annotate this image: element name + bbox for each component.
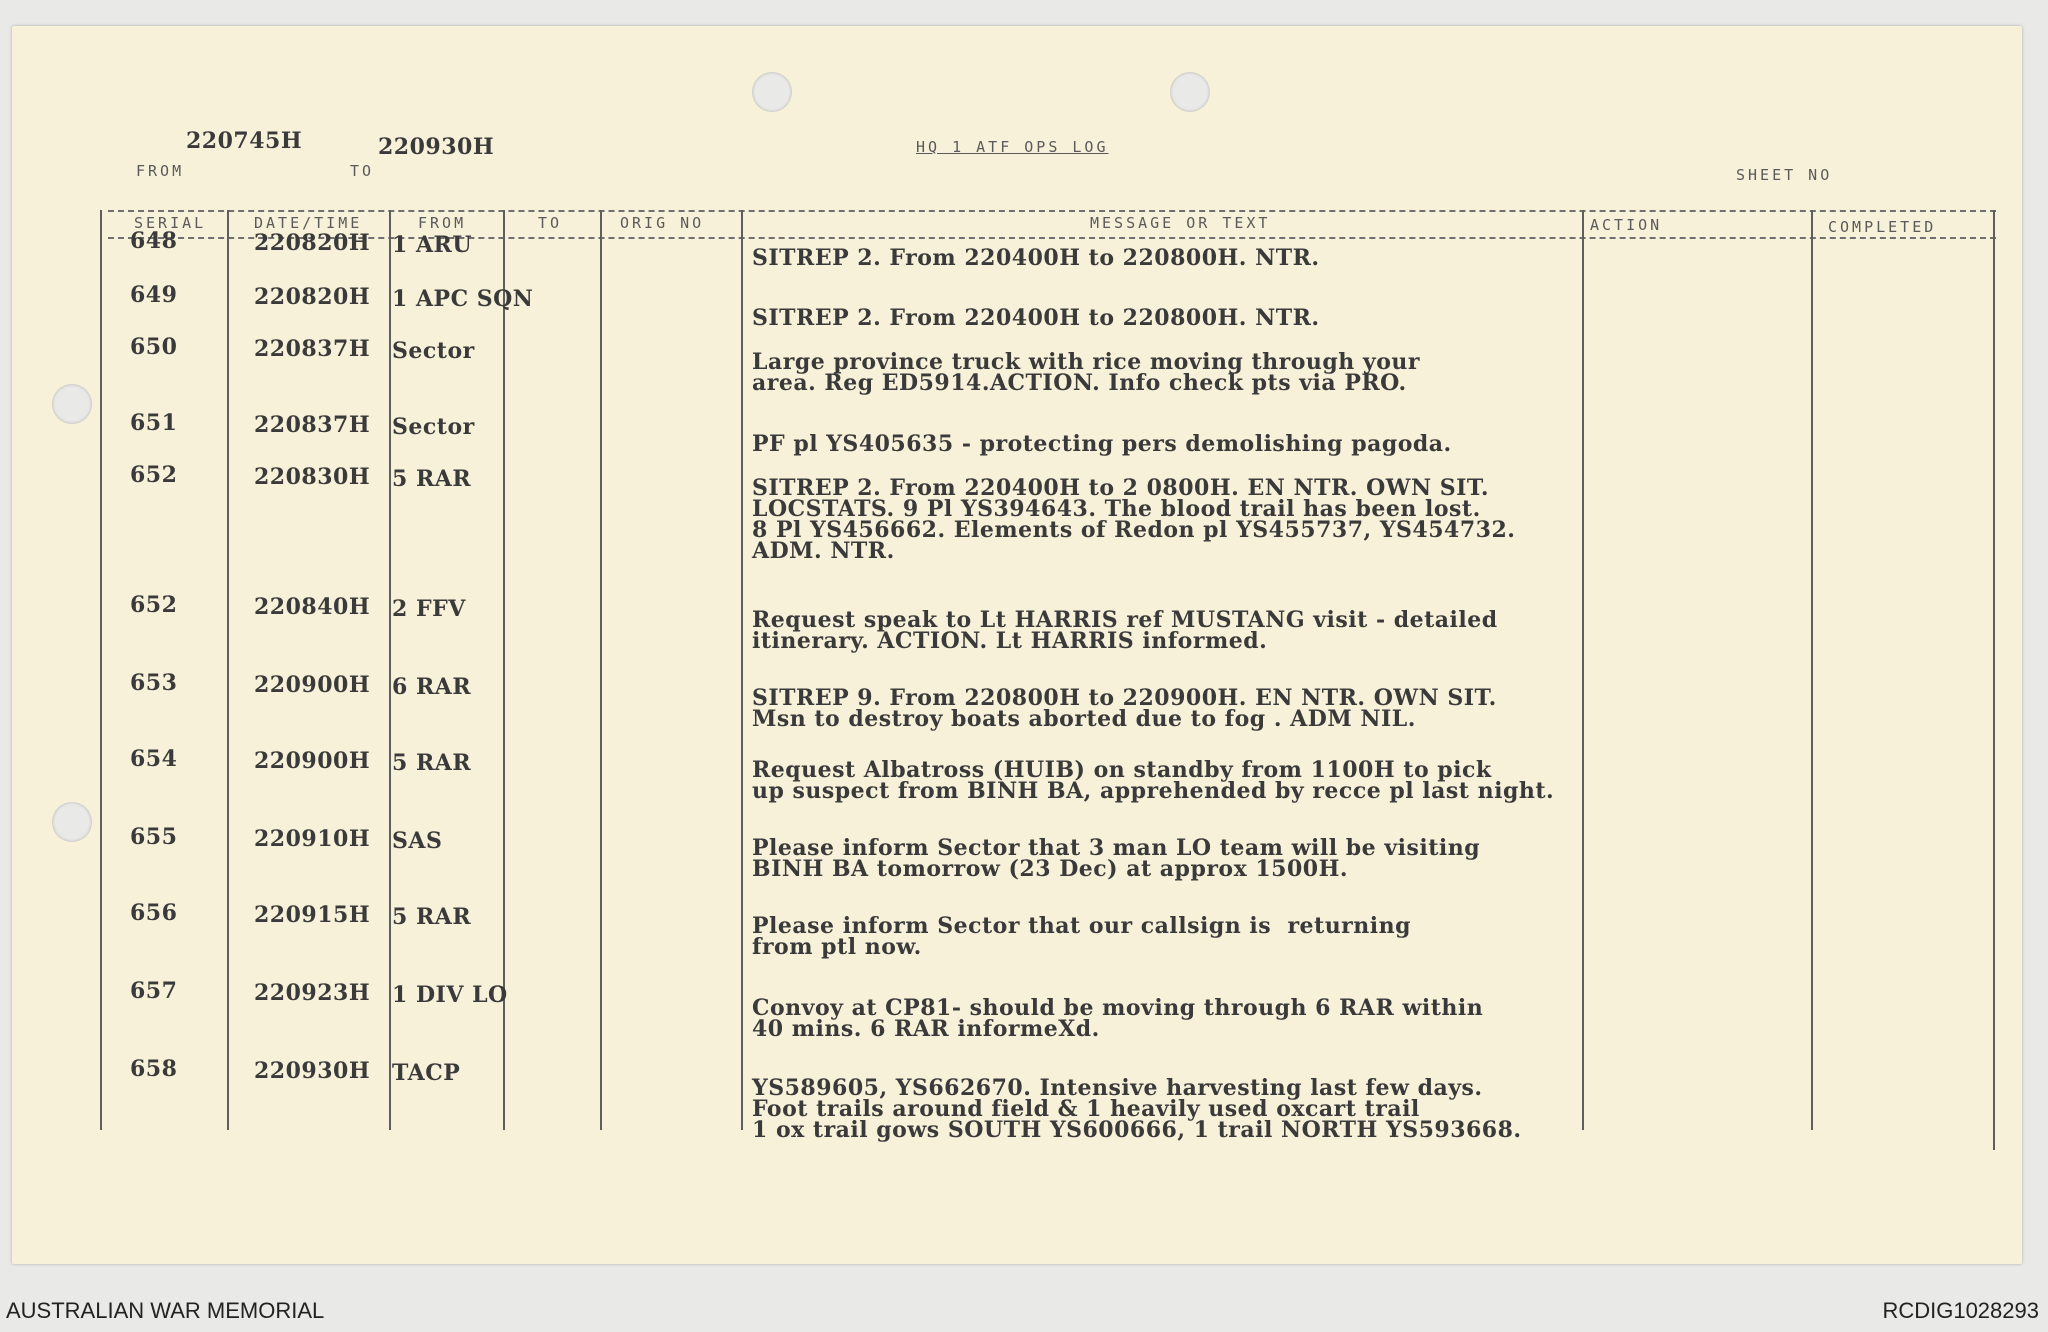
archive-credit: AUSTRALIAN WAR MEMORIAL (6, 1298, 325, 1323)
message-line: Please inform Sector that our callsign is returning (752, 913, 1412, 939)
sheet-number-label: SHEET NO (1736, 166, 1833, 184)
datetime-cell: 220900H (254, 748, 371, 774)
message-line: Request speak to Lt HARRIS ref MUSTANG visit - detailed (752, 607, 1498, 633)
column-header-serial: SERIAL (134, 214, 207, 232)
message-line: LOCSTATS. 9 Pl YS394643. The blood trail has been lost. (752, 496, 1481, 522)
message-line: Please inform Sector that 3 man LO team will be visiting (752, 835, 1481, 861)
datetime-cell: 220837H (254, 336, 371, 362)
from-cell: 1 DIV LO (392, 982, 508, 1008)
column-divider (1993, 210, 1995, 1150)
column-header-message: MESSAGE OR TEXT (1090, 214, 1271, 232)
message-line: ADM. NTR. (752, 538, 895, 564)
message-line: up suspect from BINH BA, apprehended by recce pl last night. (752, 778, 1555, 804)
from-value: 220745H (186, 128, 303, 154)
datetime-cell: 220923H (254, 980, 371, 1006)
column-header-action: ACTION (1590, 216, 1663, 234)
message-line: Request Albatross (HUIB) on standby from 1100H to pick (752, 757, 1492, 783)
punch-hole (1170, 72, 1210, 112)
message-line: Large province truck with rice moving through your (752, 349, 1420, 375)
from-cell: 1 APC SQN (392, 286, 534, 312)
from-cell: TACP (392, 1060, 461, 1086)
from-cell: SAS (392, 828, 443, 854)
serial-cell: 651 (130, 410, 178, 436)
serial-cell: 650 (130, 334, 178, 360)
datetime-cell: 220840H (254, 594, 371, 620)
column-divider (600, 210, 602, 1130)
column-header-completed: COMPLETED (1828, 218, 1937, 236)
message-line: Foot trails around field & 1 heavily used oxcart trail (752, 1096, 1420, 1122)
message-line: SITREP 2. From 220400H to 2 0800H. EN NTR. OWN SIT. (752, 475, 1490, 501)
message-line: 1 ox trail gows SOUTH YS600666, 1 trail NORTH YS593668. (752, 1117, 1522, 1143)
datetime-cell: 220930H (254, 1058, 371, 1084)
column-divider (389, 210, 391, 1130)
datetime-cell: 220910H (254, 826, 371, 852)
punch-hole (52, 384, 92, 424)
serial-cell: 652 (130, 592, 178, 618)
column-header-from: FROM (418, 214, 467, 232)
from-cell: 1 ARU (392, 232, 473, 258)
from-label: FROM (136, 162, 185, 180)
datetime-cell: 220837H (254, 412, 371, 438)
from-cell: 5 RAR (392, 904, 472, 930)
serial-cell: 648 (130, 228, 178, 254)
message-line: SITREP 2. From 220400H to 220800H. NTR. (752, 305, 1320, 331)
serial-cell: 658 (130, 1056, 178, 1082)
message-line: YS589605, YS662670. Intensive harvesting last few days. (752, 1075, 1483, 1101)
punch-hole (52, 802, 92, 842)
datetime-cell: 220820H (254, 284, 371, 310)
column-header-to: TO (538, 214, 563, 232)
column-divider (741, 210, 743, 1130)
serial-cell: 655 (130, 824, 178, 850)
message-line: Convoy at CP81- should be moving through 6 RAR within (752, 995, 1484, 1021)
datetime-cell: 220830H (254, 464, 371, 490)
column-header-orig-no: ORIG NO (620, 214, 705, 232)
datetime-cell: 220915H (254, 902, 371, 928)
message-line: SITREP 2. From 220400H to 220800H. NTR. (752, 245, 1320, 271)
header-top-rule (108, 210, 1996, 212)
serial-cell: 649 (130, 282, 178, 308)
datetime-cell: 220900H (254, 672, 371, 698)
document-id: RCDIG1028293 (1882, 1298, 2039, 1323)
message-line: area. Reg ED5914.ACTION. Info check pts via PRO. (752, 370, 1407, 396)
message-line: itinerary. ACTION. Lt HARRIS informed. (752, 628, 1268, 654)
message-line: Msn to destroy boats aborted due to fog . ADM NIL. (752, 706, 1416, 732)
message-line: 8 Pl YS456662. Elements of Redon pl YS455737, YS454732. (752, 517, 1516, 543)
serial-cell: 653 (130, 670, 178, 696)
serial-cell: 654 (130, 746, 178, 772)
page-title: HQ 1 ATF OPS LOG (916, 138, 1109, 156)
from-cell: 5 RAR (392, 466, 472, 492)
message-line: 40 mins. 6 RAR informeXd. (752, 1016, 1100, 1042)
from-cell: Sector (392, 414, 475, 440)
message-line: from ptl now. (752, 934, 922, 960)
column-divider (100, 210, 102, 1130)
column-divider (1811, 210, 1813, 1130)
from-cell: 6 RAR (392, 674, 472, 700)
message-line: BINH BA tomorrow (23 Dec) at approx 1500H. (752, 856, 1349, 882)
serial-cell: 656 (130, 900, 178, 926)
message-line: SITREP 9. From 220800H to 220900H. EN NTR. OWN SIT. (752, 685, 1497, 711)
from-cell: 5 RAR (392, 750, 472, 776)
from-cell: 2 FFV (392, 596, 466, 622)
datetime-cell: 220820H (254, 230, 371, 256)
column-divider (227, 210, 229, 1130)
serial-cell: 652 (130, 462, 178, 488)
column-divider (1582, 210, 1584, 1130)
message-line: PF pl YS405635 - protecting pers demolishing pagoda. (752, 431, 1452, 457)
to-label: TO (350, 162, 375, 180)
column-header-datetime: DATE/TIME (254, 214, 363, 232)
from-cell: Sector (392, 338, 475, 364)
punch-hole (752, 72, 792, 112)
serial-cell: 657 (130, 978, 178, 1004)
to-value: 220930H (378, 134, 495, 160)
